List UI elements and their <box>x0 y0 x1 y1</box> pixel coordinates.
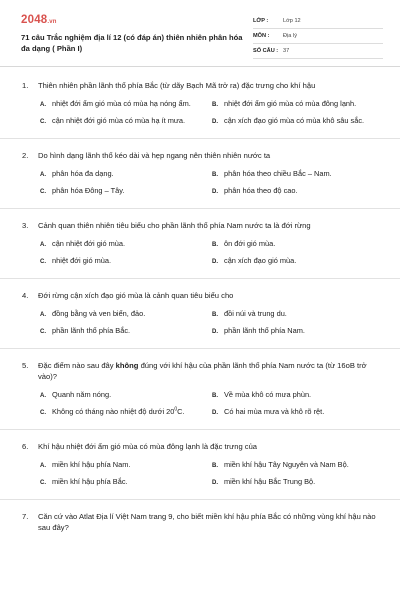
option-letter: C. <box>40 479 46 486</box>
option-c[interactable] <box>38 186 210 197</box>
question-2 <box>0 150 400 197</box>
question-text <box>22 511 382 533</box>
option-b[interactable] <box>210 460 382 471</box>
option-text: đồi núi và trung du. <box>224 309 287 319</box>
info-label: SỐ CÂU : <box>253 48 279 54</box>
option-a[interactable] <box>38 239 210 250</box>
option-text-end: C. <box>177 407 185 417</box>
option-text: phân hóa theo chiều Bắc – Nam. <box>224 169 332 179</box>
option-b[interactable] <box>210 99 382 110</box>
option-text: nhiệt đới ẩm gió mùa có mùa hạ nóng ẩm. <box>52 99 191 109</box>
option-text: phân hóa theo độ cao. <box>224 186 298 196</box>
question-list <box>0 68 400 533</box>
question-number: 4. <box>22 291 29 300</box>
question-text <box>22 290 382 301</box>
option-letter: D. <box>212 328 218 335</box>
option-text: cận nhiệt đới gió mùa. <box>52 239 126 249</box>
option-text: cận xích đạo gió mùa có mùa khô sâu sắc. <box>224 116 365 126</box>
question-stem-end: đúng với khí hậu của phần lãnh thổ phía Nam nước ta (từ 16oB trở vào)? <box>38 361 367 381</box>
option-b[interactable] <box>210 390 382 401</box>
info-row-count <box>253 44 383 59</box>
option-grid <box>38 169 382 197</box>
option-a[interactable] <box>38 169 210 180</box>
option-letter: A. <box>40 392 46 399</box>
option-text: cận nhiệt đới gió mùa có mùa hạ ít mưa. <box>52 116 186 126</box>
option-c[interactable] <box>38 407 210 418</box>
option-letter: D. <box>212 258 218 265</box>
question-text <box>22 80 382 91</box>
question-text <box>22 220 382 231</box>
question-stem-emphasis: không <box>115 361 139 370</box>
option-text: Quanh năm nóng. <box>52 390 112 400</box>
site-logo[interactable] <box>21 14 57 26</box>
option-text: phân hóa đa dạng. <box>52 169 114 179</box>
option-text-start: Không có tháng nào nhiệt độ dưới 20 <box>52 407 175 417</box>
question-divider <box>0 348 400 349</box>
option-letter: A. <box>40 241 46 248</box>
question-divider <box>0 208 400 209</box>
option-c[interactable] <box>38 477 210 488</box>
question-number: 5. <box>22 361 29 370</box>
option-letter: B. <box>212 101 218 108</box>
option-text: miền khí hậu phía Nam. <box>52 460 131 470</box>
question-divider <box>0 138 400 139</box>
question-number: 2. <box>22 151 29 160</box>
question-number: 6. <box>22 442 29 451</box>
question-stem: Cảnh quan thiên nhiên tiêu biểu cho phần lãnh thổ phía Nam nước ta là đới rừng <box>38 221 311 230</box>
option-text: cận xích đạo gió mùa. <box>224 256 297 266</box>
option-letter: A. <box>40 462 46 469</box>
question-3 <box>0 220 400 267</box>
question-stem: Thiên nhiên phần lãnh thổ phía Bắc (từ dãy Bạch Mã trở ra) đặc trưng cho khí hậu <box>38 81 316 90</box>
question-stem: Đới rừng cận xích đạo gió mùa là cảnh quan tiêu biểu cho <box>38 291 234 300</box>
option-letter: C. <box>40 409 46 416</box>
option-letter: A. <box>40 171 46 178</box>
info-row-class <box>253 14 383 29</box>
option-a[interactable] <box>38 99 210 110</box>
info-label: LỚP : <box>253 18 269 24</box>
question-stem-start: Đặc điểm nào sau đây <box>38 361 116 370</box>
option-d[interactable] <box>210 407 382 418</box>
question-stem: Do hình dạng lãnh thổ kéo dài và hẹp ngang nên thiên nhiên nước ta <box>38 151 271 160</box>
option-text: ôn đới gió mùa. <box>224 239 276 249</box>
info-value: Địa lý <box>283 33 297 39</box>
option-a[interactable] <box>38 460 210 471</box>
question-stem: Khí hậu nhiệt đới ẩm gió mùa có mùa đông lạnh là đặc trưng của <box>38 442 258 451</box>
option-text: miền khí hậu Bắc Trung Bộ. <box>224 477 316 487</box>
question-4 <box>0 290 400 337</box>
option-text: Về mùa khô có mưa phùn. <box>224 390 312 400</box>
option-c[interactable] <box>38 116 210 127</box>
option-text: miền khí hậu Tây Nguyên và Nam Bộ. <box>224 460 349 470</box>
option-d[interactable] <box>210 477 382 488</box>
option-a[interactable] <box>38 309 210 320</box>
option-letter: A. <box>40 311 46 318</box>
option-text: đồng bằng và ven biển, đảo. <box>52 309 146 319</box>
question-6 <box>0 441 400 488</box>
question-number: 7. <box>22 512 29 521</box>
option-grid <box>38 460 382 488</box>
option-letter: B. <box>212 171 218 178</box>
option-b[interactable] <box>210 169 382 180</box>
option-c[interactable] <box>38 326 210 337</box>
option-grid <box>38 239 382 267</box>
option-grid <box>38 390 382 418</box>
question-number: 3. <box>22 221 29 230</box>
logo-tld: .vn <box>47 19 57 25</box>
question-stem: Căn cứ vào Atlat Địa lí Việt Nam trang 9, cho biết miền khí hậu phía Bắc có những vùng khí hậu nào sau đây? <box>38 512 376 532</box>
option-text <box>52 407 185 418</box>
option-text: phần lãnh thổ phía Bắc. <box>52 326 131 336</box>
option-letter: B. <box>212 462 218 469</box>
option-text: nhiệt đới gió mùa. <box>52 256 112 266</box>
question-number: 1. <box>22 81 29 90</box>
option-text: nhiệt đới ẩm gió mùa có mùa đông lạnh. <box>224 99 357 109</box>
question-5 <box>0 360 400 418</box>
option-letter: D. <box>212 479 218 486</box>
question-divider <box>0 429 400 430</box>
question-text <box>22 441 382 452</box>
option-letter: D. <box>212 188 218 195</box>
logo-text: 2048 <box>21 14 48 26</box>
option-b[interactable] <box>210 239 382 250</box>
option-text: miền khí hậu phía Bắc. <box>52 477 128 487</box>
info-row-subject <box>253 29 383 44</box>
question-divider <box>0 278 400 279</box>
page-header <box>0 0 400 66</box>
question-text <box>22 150 382 161</box>
option-b[interactable] <box>210 309 382 320</box>
option-c[interactable] <box>38 256 210 267</box>
option-a[interactable] <box>38 390 210 401</box>
option-text: Có hai mùa mưa và khô rõ rệt. <box>224 407 325 417</box>
option-d[interactable] <box>210 326 382 337</box>
option-letter: C. <box>40 328 46 335</box>
info-value: Lớp 12 <box>283 18 301 24</box>
question-1 <box>0 80 400 127</box>
option-letter: D. <box>212 118 218 125</box>
info-value: 37 <box>283 48 290 54</box>
info-label: MÔN : <box>253 33 270 39</box>
option-letter: C. <box>40 118 46 125</box>
option-letter: B. <box>212 311 218 318</box>
superscript-degree: 0 <box>174 406 178 413</box>
question-7 <box>0 511 400 533</box>
option-letter: C. <box>40 258 46 265</box>
option-grid <box>38 99 382 127</box>
option-d[interactable] <box>210 186 382 197</box>
document-title: 71 câu Trắc nghiệm địa lí 12 (có đáp án) thiên nhiên phân hóa đa dạng ( Phần I) <box>21 33 243 53</box>
option-letter: B. <box>212 392 218 399</box>
question-divider <box>0 499 400 500</box>
option-d[interactable] <box>210 256 382 267</box>
option-text: phân hóa Đông – Tây. <box>52 186 125 196</box>
option-text: phần lãnh thổ phía Nam. <box>224 326 305 336</box>
question-text <box>22 360 382 382</box>
option-d[interactable] <box>210 116 382 127</box>
option-grid <box>38 309 382 337</box>
option-letter: B. <box>212 241 218 248</box>
option-letter: D. <box>212 409 218 416</box>
header-divider <box>0 66 400 67</box>
option-letter: A. <box>40 101 46 108</box>
info-panel <box>253 14 383 59</box>
option-letter: C. <box>40 188 46 195</box>
